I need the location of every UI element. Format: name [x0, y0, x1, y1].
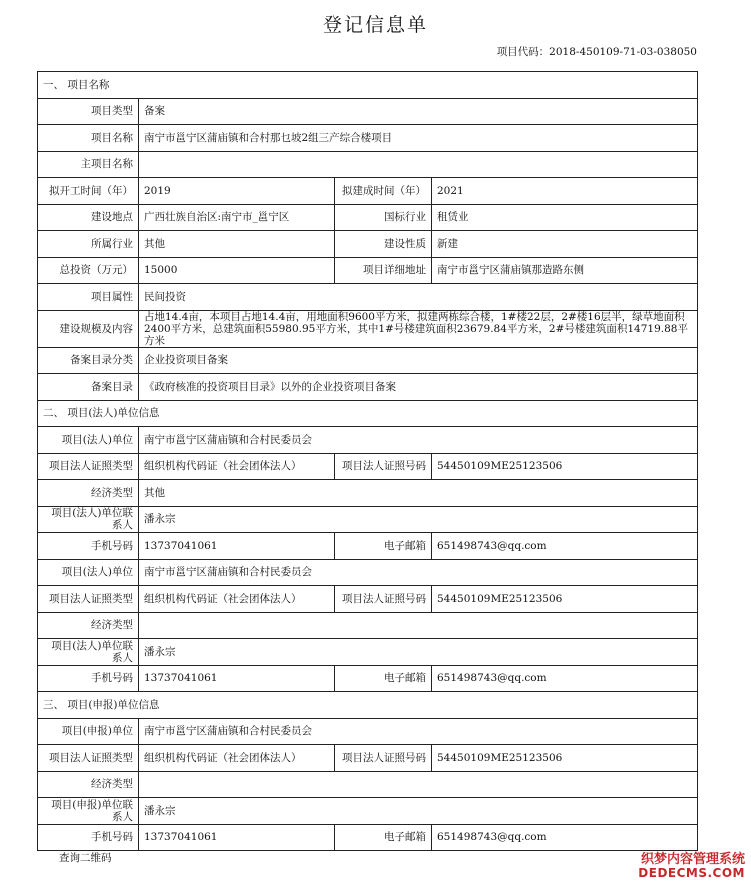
- table-row: [38, 612, 698, 639]
- field-value: 潘永宗: [139, 798, 698, 825]
- table-row: [38, 586, 698, 613]
- field-value: 54450109ME25123506: [432, 745, 698, 772]
- qr-code-query-label: 查询二维码: [59, 852, 112, 864]
- field-label: 经济类型: [38, 771, 139, 798]
- field-value: 15000: [139, 257, 335, 284]
- field-value: 南宁市邕宁区蒲庙镇和合村民委员会: [139, 718, 698, 745]
- field-label: 项目(申报)单位: [38, 718, 139, 745]
- field-label: 电子邮箱: [335, 824, 432, 851]
- field-value: 13737041061: [139, 824, 335, 851]
- field-label: 项目详细地址: [335, 257, 432, 284]
- field-label: 经济类型: [38, 612, 139, 639]
- field-value: 651498743@qq.com: [432, 533, 698, 560]
- table-row: [38, 718, 698, 745]
- table-row: [38, 506, 698, 533]
- table-row: [38, 480, 698, 507]
- field-label: 建设性质: [335, 231, 432, 258]
- field-value: 651498743@qq.com: [432, 665, 698, 692]
- section-heading-legal-unit: 二、 项目(法人)单位信息: [38, 400, 698, 427]
- field-label: 项目名称: [38, 125, 139, 152]
- field-label: 项目法人证照号码: [335, 586, 432, 613]
- table-row: [38, 824, 698, 851]
- field-value: 广西壮族自治区:南宁市_邕宁区: [139, 204, 335, 231]
- field-value: [139, 771, 698, 798]
- field-label: 项目法人证照号码: [335, 453, 432, 480]
- table-row: [38, 798, 698, 825]
- field-label: 建设地点: [38, 204, 139, 231]
- table-row: [38, 284, 698, 311]
- table-row: [38, 374, 698, 401]
- table-row: [38, 559, 698, 586]
- table-row: [38, 427, 698, 454]
- table-row: [38, 204, 698, 231]
- table-row: [38, 533, 698, 560]
- field-label: 拟建成时间（年）: [335, 178, 432, 205]
- field-value: 企业投资项目备案: [139, 347, 698, 374]
- field-value: 组织机构代码证（社会团体法人）: [139, 745, 335, 772]
- field-value: 其他: [139, 231, 335, 258]
- field-value: 54450109ME25123506: [432, 453, 698, 480]
- field-label: 手机号码: [38, 533, 139, 560]
- page-title: 登记信息单: [322, 14, 428, 36]
- table-row: [38, 310, 698, 347]
- field-label: 项目法人证照类型: [38, 586, 139, 613]
- field-label: 备案目录分类: [38, 347, 139, 374]
- field-value: 备案: [139, 98, 698, 125]
- field-value-construction-scale: 占地14.4亩，本项目占地14.4亩，用地面积9600平方米，拟建两栋综合楼，1#楼22层，2#楼16层半，绿草地面积2400平方米，总建筑面积55980.95平方米，其中1#号楼建筑面积23679.84平方米，2#号楼建筑面积14719.88平方米: [139, 310, 698, 347]
- field-value: 组织机构代码证（社会团体法人）: [139, 453, 335, 480]
- table-row: [38, 665, 698, 692]
- field-value: 南宁市邕宁区蒲庙镇和合村民委员会: [139, 427, 698, 454]
- field-value: 南宁市邕宁区蒲庙镇那造路东侧: [432, 257, 698, 284]
- table-row: [38, 257, 698, 284]
- site-watermark: [638, 853, 745, 880]
- field-value: 13737041061: [139, 665, 335, 692]
- field-label: 项目法人证照类型: [38, 745, 139, 772]
- table-row: [38, 98, 698, 125]
- section-header-row: [38, 72, 698, 99]
- field-label: 备案目录: [38, 374, 139, 401]
- field-label: 电子邮箱: [335, 533, 432, 560]
- field-label: 手机号码: [38, 824, 139, 851]
- field-label: 项目法人证照号码: [335, 745, 432, 772]
- field-label: 项目(法人)单位: [38, 559, 139, 586]
- field-label: 所属行业: [38, 231, 139, 258]
- field-label: 主项目名称: [38, 151, 139, 178]
- watermark-url: DEDECMS.COM: [638, 865, 745, 880]
- field-label: 项目属性: [38, 284, 139, 311]
- table-row: [38, 231, 698, 258]
- field-value: 其他: [139, 480, 698, 507]
- field-value: 潘永宗: [139, 639, 698, 666]
- field-value: 54450109ME25123506: [432, 586, 698, 613]
- field-value: 民间投资: [139, 284, 698, 311]
- field-value: 潘永宗: [139, 506, 698, 533]
- project-code: 项目代码：2018-450109-71-03-038050: [496, 46, 697, 58]
- field-label: 拟开工时间（年）: [38, 178, 139, 205]
- field-label: 项目法人证照类型: [38, 453, 139, 480]
- field-label: 项目(法人)单位: [38, 427, 139, 454]
- field-label: 总投资（万元）: [38, 257, 139, 284]
- field-label: 国标行业: [335, 204, 432, 231]
- field-label: 项目(申报)单位联系人: [38, 798, 139, 825]
- field-value: 《政府核准的投资项目目录》以外的企业投资项目备案: [139, 374, 698, 401]
- table-row: [38, 745, 698, 772]
- section-heading-applicant-unit: 三、 项目(申报)单位信息: [38, 692, 698, 719]
- registration-form-table: [37, 71, 698, 851]
- field-value: 2021: [432, 178, 698, 205]
- table-row: [38, 125, 698, 152]
- field-value: 2019: [139, 178, 335, 205]
- field-label: 项目(法人)单位联系人: [38, 506, 139, 533]
- table-row: [38, 178, 698, 205]
- field-value: 租赁业: [432, 204, 698, 231]
- field-value: 组织机构代码证（社会团体法人）: [139, 586, 335, 613]
- field-label: 项目类型: [38, 98, 139, 125]
- field-value: 南宁市邕宁区蒲庙镇和合村民委员会: [139, 559, 698, 586]
- field-label: 建设规模及内容: [38, 310, 139, 347]
- field-value: [139, 151, 698, 178]
- field-label: 项目(法人)单位联系人: [38, 639, 139, 666]
- field-label: 电子邮箱: [335, 665, 432, 692]
- table-row: [38, 639, 698, 666]
- section-heading-project-name: 一、 项目名称: [38, 72, 698, 99]
- table-row: [38, 453, 698, 480]
- watermark-text: 织梦内容管理系统: [640, 851, 745, 867]
- field-value: 南宁市邕宁区蒲庙镇和合村那乜坡2组三产综合楼项目: [139, 125, 698, 152]
- table-row: [38, 771, 698, 798]
- table-row: [38, 347, 698, 374]
- field-value: 13737041061: [139, 533, 335, 560]
- field-value: 651498743@qq.com: [432, 824, 698, 851]
- section-header-row: [38, 400, 698, 427]
- field-value: [139, 612, 698, 639]
- field-label: 手机号码: [38, 665, 139, 692]
- table-row: [38, 151, 698, 178]
- field-value: 新建: [432, 231, 698, 258]
- section-header-row: [38, 692, 698, 719]
- field-label: 经济类型: [38, 480, 139, 507]
